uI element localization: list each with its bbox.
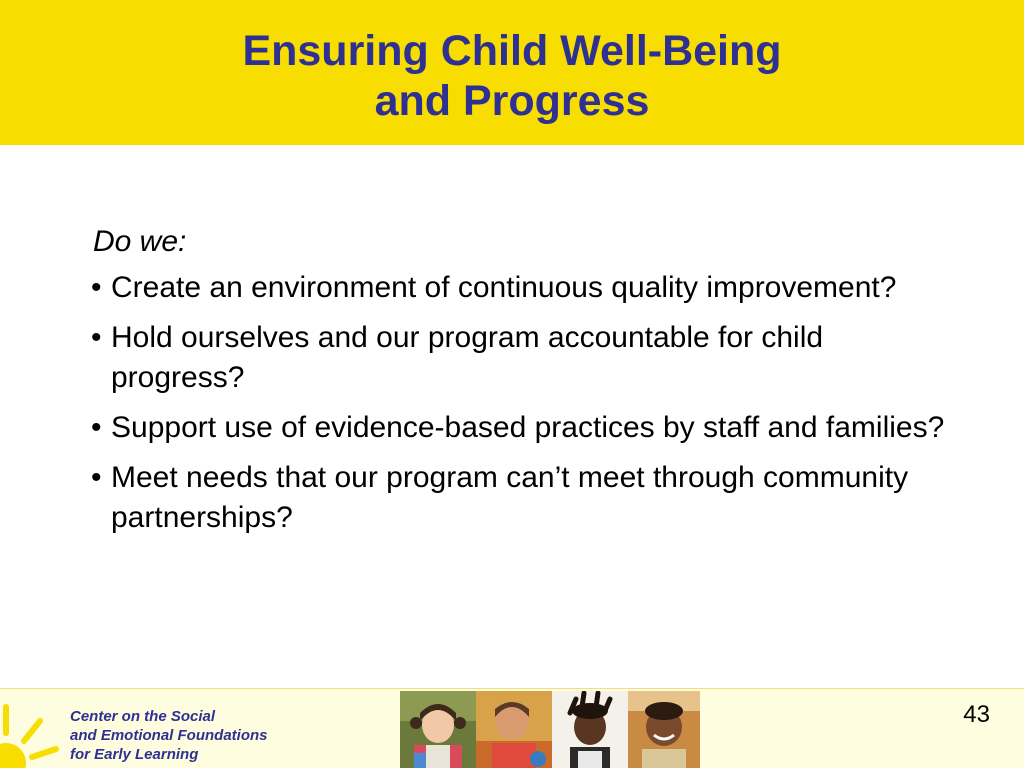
child-photo: [476, 691, 552, 768]
slide-title: [0, 26, 1024, 126]
footer: [0, 688, 1024, 768]
organization-name-line-2: and Emotional Foundations: [70, 727, 268, 744]
bullet-dot: •: [91, 321, 102, 354]
bullet-item: [90, 268, 950, 308]
slide-title-line-1: Ensuring Child Well-Being: [242, 27, 782, 75]
child-photo: [400, 691, 476, 768]
bullet-dot: •: [91, 461, 102, 494]
organization-logo: [0, 689, 400, 768]
intro-text: Do we:: [93, 225, 187, 258]
bullet-text: Support use of evidence-based practices by staff and families?: [111, 411, 945, 444]
slide-body: [90, 222, 950, 548]
bullet-text: Meet needs that our program can’t meet through community partnerships?: [111, 461, 909, 534]
title-bar: [0, 0, 1024, 145]
organization-name-line-1: Center on the Social: [70, 708, 216, 725]
bullet-text: Create an environment of continuous quality improvement?: [111, 271, 897, 304]
organization-name-line-3: for Early Learning: [70, 746, 199, 763]
child-photo: [552, 691, 628, 768]
bullet-item: [90, 458, 950, 538]
children-photo-strip: [400, 691, 700, 768]
bullet-text: Hold ourselves and our program accountable for child progress?: [111, 321, 824, 394]
slide-title-line-2: and Progress: [374, 77, 650, 125]
bullet-item: [90, 408, 950, 448]
child-photo: [628, 691, 700, 768]
sun-icon: [0, 689, 64, 768]
bullet-item: [90, 318, 950, 398]
bullet-dot: •: [91, 411, 102, 444]
organization-name: [70, 707, 268, 764]
page-number: 43: [963, 701, 990, 728]
bullet-dot: •: [91, 271, 102, 304]
